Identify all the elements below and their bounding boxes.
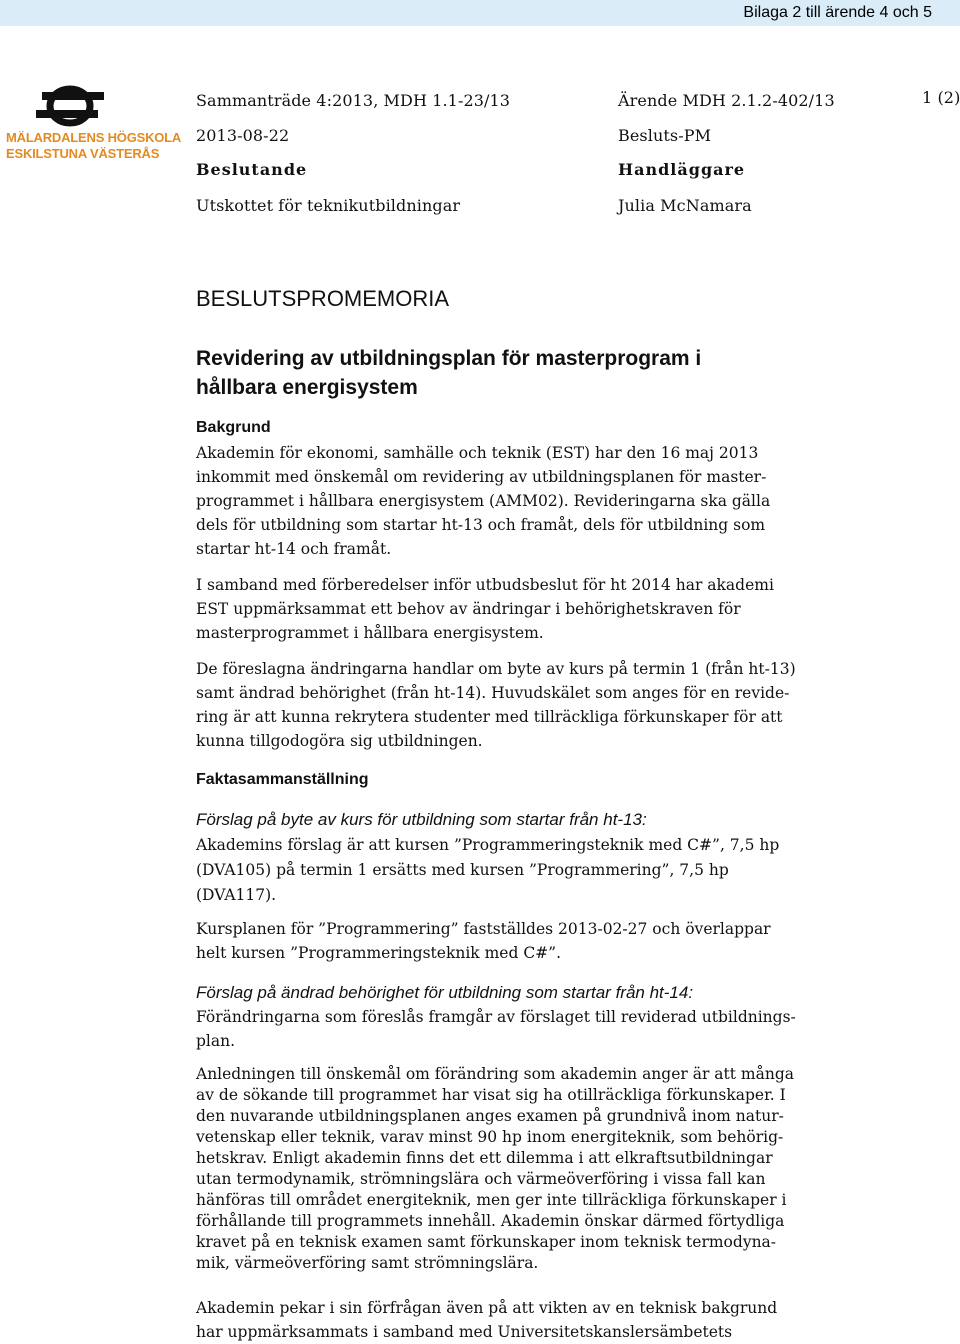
document-type: Besluts-PM — [618, 126, 712, 145]
paragraph-line: hänföras till området energiteknik, men ger inte tillräckliga förkunskaper i — [196, 1191, 787, 1209]
case-reference: Ärende MDH 2.1.2-402/13 — [618, 91, 835, 110]
paragraph-line: (DVA117). — [196, 886, 277, 904]
logo-emblem-icon — [6, 84, 146, 128]
paragraph-line: samt ändrad behörighet (från ht-14). Huvudskälet som anges för en revide- — [196, 684, 790, 702]
page-number: 1 (2) — [922, 88, 960, 107]
decider-name: Utskottet för teknikutbildningar — [196, 196, 461, 215]
paragraph-line: kravet på en teknisk examen samt förkunskaper inom teknisk termodyna- — [196, 1233, 777, 1251]
logo-text-line2: ESKILSTUNA VÄSTERÅS — [6, 146, 160, 161]
paragraph-line: Anledningen till önskemål om förändring som akademin anger är att många — [196, 1065, 795, 1083]
document-subtitle — [196, 344, 836, 402]
paragraph-line: har uppmärksammats i samband med Universitetskanslersämbetets — [196, 1323, 733, 1341]
handler-label: Handläggare — [618, 160, 746, 179]
paragraph-line: (DVA105) på termin 1 ersätts med kursen ”Programmering”, 7,5 hp — [196, 861, 729, 879]
decider-label: Beslutande — [196, 160, 308, 179]
facts-heading: Faktasammanställning — [196, 771, 369, 788]
logo-text-line1: MÄLARDALENS HÖGSKOLA — [6, 130, 182, 145]
paragraph-line: vetenskap eller teknik, varav minst 90 hp inom energiteknik, som behörig- — [196, 1128, 784, 1146]
paragraph-line: Akademins förslag är att kursen ”Programmeringsteknik med C#”, 7,5 hp — [196, 836, 780, 854]
paragraph-line: förhållande till programmets innehåll. Akademin önskar därmed förtydliga — [196, 1212, 785, 1230]
meeting-reference: Sammanträde 4:2013, MDH 1.1-23/13 — [196, 91, 511, 110]
document-title: BESLUTSPROMEMORIA — [196, 286, 450, 311]
paragraph-line: Kursplanen för ”Programmering” fastställdes 2013-02-27 och överlappar — [196, 920, 771, 938]
paragraph-line: plan. — [196, 1032, 236, 1050]
paragraph-line: programmet i hållbara energisystem (AMM02). Revideringarna ska gälla — [196, 492, 771, 510]
paragraph-line: ring är att kunna rekrytera studenter med tillräckliga förkunskaper för att — [196, 708, 783, 726]
proposal2-heading: Förslag på ändrad behörighet för utbildning som startar från ht-14: — [196, 983, 694, 1002]
top-banner — [0, 0, 960, 26]
paragraph-line: I samband med förberedelser inför utbudsbeslut för ht 2014 har akademi — [196, 576, 774, 594]
paragraph-line: De föreslagna ändringarna handlar om byte av kurs på termin 1 (från ht-13) — [196, 660, 796, 678]
paragraph-line: av de sökande till programmet har visat sig ha otillräckliga förkunskaper. I — [196, 1086, 786, 1104]
paragraph-line: helt kursen ”Programmeringsteknik med C#”. — [196, 944, 562, 962]
paragraph-line: mik, värmeöverföring samt strömningslära. — [196, 1254, 539, 1272]
document-date: 2013-08-22 — [196, 126, 290, 145]
university-logo — [6, 84, 182, 164]
banner-text: Bilaga 2 till ärende 4 och 5 — [743, 4, 932, 21]
paragraph-line: utan termodynamik, strömningslära och värmeöverföring i vissa fall kan — [196, 1170, 766, 1188]
subtitle-line: Revidering av utbildningsplan för masterprogram i — [196, 347, 702, 370]
handler-name: Julia McNamara — [618, 196, 752, 215]
paragraph-line: hetskrav. Enligt akademin finns det ett dilemma i att elkraftsutbildningar — [196, 1149, 773, 1167]
paragraph-line: Akademin för ekonomi, samhälle och teknik (EST) har den 16 maj 2013 — [196, 444, 759, 462]
paragraph-line: kunna tillgodogöra sig utbildningen. — [196, 732, 483, 750]
paragraph-line: EST uppmärksammat ett behov av ändringar i behörighetskraven för — [196, 600, 741, 618]
paragraph-line: den nuvarande utbildningsplanen anges examen på grundnivå inom natur- — [196, 1107, 784, 1125]
paragraph-line: Akademin pekar i sin förfrågan även på att vikten av en teknisk bakgrund — [196, 1299, 778, 1317]
background-heading: Bakgrund — [196, 419, 271, 436]
paragraph-line: masterprogrammet i hållbara energisystem. — [196, 624, 544, 642]
paragraph-line: startar ht-14 och framåt. — [196, 540, 392, 558]
paragraph-line: inkommit med önskemål om revidering av utbildningsplanen för master- — [196, 468, 767, 486]
subtitle-line: hållbara energisystem — [196, 376, 418, 399]
paragraph-line: dels för utbildning som startar ht-13 och framåt, dels för utbildning som — [196, 516, 766, 534]
paragraph-line: Förändringarna som föreslås framgår av förslaget till reviderad utbildnings- — [196, 1008, 796, 1026]
proposal1-heading: Förslag på byte av kurs för utbildning som startar från ht-13: — [196, 810, 647, 829]
